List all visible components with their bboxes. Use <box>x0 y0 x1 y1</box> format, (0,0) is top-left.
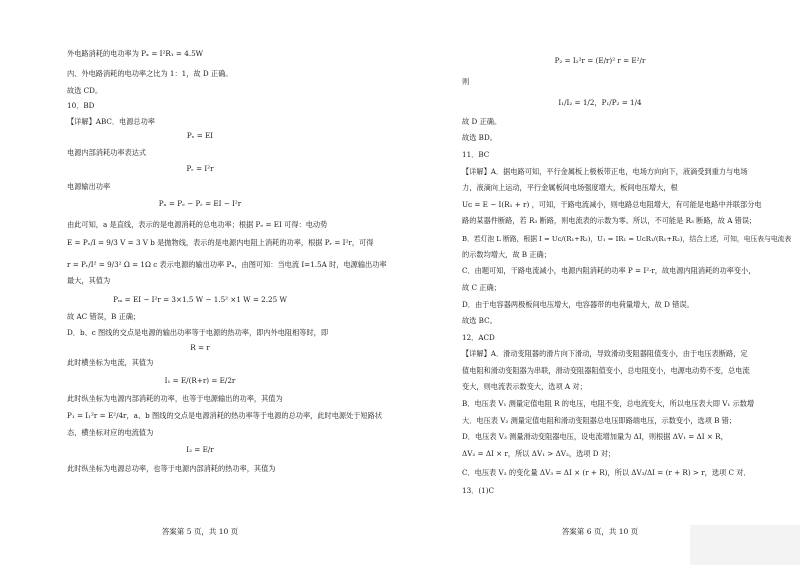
text-line: 电源输出功率 <box>67 182 111 191</box>
equation: Pₑ = EI <box>186 131 214 140</box>
equation: I₂ = E/r <box>186 445 214 454</box>
text-line: 故选 BD。 <box>462 133 497 142</box>
text-line: B．电压表 V₁ 测量定值电阻 R 的电压，电阻不变，总电流变大，所以电压表大即 V₁ 示数增 <box>462 399 755 408</box>
right-page <box>400 0 800 565</box>
text-line: 则 <box>462 77 470 86</box>
text-line: 此时纵坐标为电源内部消耗的功率，也等于电源输出的功率，其值为 <box>67 394 283 403</box>
text-line: D．b、c 图线的交点是电源的输出功率等于电源的热功率，即内外电阻相等时，即 <box>67 328 329 337</box>
text-line: C．电压表 V₃ 的变化量 ΔV₃ = ΔI × (r + R)，所以 ΔV₃/ΔI = (r + R) > r，选项 C 对． <box>462 468 751 477</box>
question-number: 10．BD <box>67 101 95 110</box>
text-line: D．由于电容器两极板间电压增大，电容器带的电荷量增大，故 D 错误。 <box>462 300 694 309</box>
text-line: B．若灯泡 L 断路，根据 I = Uᴄ/(R₁+R₂)，U₁ = IR₁ = UᴄR₁/(R₁+R₂)，结合上述，可知，电压表与电流表 <box>462 235 792 243</box>
text-line: 大．电压表 V₂ 测量定值电阻和滑动变阻器总电压即路端电压，示数变小，选项 B 错； <box>462 416 737 425</box>
text-line: 由此可知，a 是直线，表示的是电源消耗的总电功率；根据 Pₑ = EI 可得：电动势 <box>67 220 328 229</box>
text-line: 路的某器件断路，若 R₃ 断路，则电流表的示数为零。所以，不可能是 R₃ 断路，故 A 错误； <box>462 216 757 225</box>
equation: I₁/I₂ = 1/2，P₁/P₂ = 1/4 <box>558 98 642 107</box>
text-line: 故选 BC。 <box>462 316 497 325</box>
text-line: 力，液滴向上运动，平行金属板间电场强度增大，板间电压增大，根 <box>462 183 678 192</box>
text-line: 【详解】A．滑动变阻器的滑片向下滑动，导致滑动变阻器阻值变小，由于电压表断路，定 <box>462 349 748 358</box>
text-line: 态，横坐标对应的电流值为 <box>67 428 154 437</box>
text-line: 此时纵坐标为电源总功率，也等于电源内部消耗的热功率，其值为 <box>67 464 276 473</box>
text-line: P₁ = I₁²r = E²/4r，a、b 图线的交点是电源消耗的热功率等于电源的总功率，此时电源处于短路状 <box>67 411 383 420</box>
question-number: 13．(1)C <box>462 486 495 495</box>
page-footer: 答案第 6 页，共 10 页 <box>561 527 639 536</box>
text-line: 【详解】ABC．电源总功率 <box>67 117 155 126</box>
question-number: 11．BC <box>462 150 490 159</box>
text-line: 最大，其值为 <box>67 276 111 285</box>
text-line: C．由题可知，干路电流减小，电源内阻消耗的功率 P = I²·r，故电源内阻消耗的功率变小， <box>462 266 756 275</box>
scan-shadow <box>690 525 800 565</box>
equation: Pₓ = Pₑ − Pᵣ = EI − I²r <box>158 199 242 208</box>
text-line: Uᴄ = E − I(R₁ + r) ，可知，干路电流减小，则电路总电阻增大，有可能是电路中并联部分电 <box>462 200 762 209</box>
equation: Pᵣ = I²r <box>186 164 214 173</box>
equation: Pₘ = EI − I²r = 3×1.5 W − 1.5² ×1 W = 2.25 W <box>113 295 287 304</box>
text-line: 【详解】A．据电路可知，平行金属板上极板带正电，电场方向向下，液滴受到重力与电场 <box>462 167 748 176</box>
text-line: 故 D 正确。 <box>462 117 502 126</box>
question-number: 12．ACD <box>462 333 495 342</box>
text-line: 的示数均增大，故 B 正确； <box>462 250 551 259</box>
text-line: 故 C 正确； <box>462 283 501 292</box>
text-line: 外电路消耗的电功率为 Pₓ = I²R₁ = 4.5W <box>67 49 204 58</box>
text-line: 值电阻和滑动变阻器为串联，滑动变阻器阻值变小，总电阻变小，电源电动势不变，总电流 <box>462 366 750 375</box>
text-line: 故选 CD。 <box>67 86 103 95</box>
page-footer: 答案第 5 页，共 10 页 <box>161 527 239 536</box>
text-line: D．电压表 V₃ 测量滑动变阻器电压，设电流增加量为 ΔI，则根据 ΔV₁ = ΔI × R， <box>462 432 728 441</box>
text-line: ΔV₂ = ΔI × r，所以 ΔV₁ > ΔV₂，选项 D 对； <box>462 449 616 458</box>
equation: P₂ = I₂²r = (E/r)² r = E²/r <box>554 56 646 65</box>
text-line: E = Pₑ/I = 9/3 V = 3 V b 是抛物线，表示的是电源内电阻上消耗的功率，根据 Pᵣ = I²r，可得 <box>67 238 374 247</box>
text-line: r = Pᵣ/I² = 9/3² Ω = 1Ω c 表示电源的输出功率 Pₓ，由图可知：当电流 I=1.5A 时，电源输出功率 <box>67 260 387 269</box>
text-line: 故 AC 错误，B 正确； <box>67 312 141 321</box>
text-line: 内、外电路消耗的电功率之比为 1：1，故 D 正确。 <box>67 69 233 78</box>
text-line: 此时横坐标为电流，其值为 <box>67 358 154 367</box>
equation: R = r <box>190 343 210 352</box>
text-line: 电源内部消耗功率表达式 <box>67 148 147 157</box>
equation: I₁ = E/(R+r) = E/2r <box>164 376 236 385</box>
text-line: 变大，则电流表示数变大，选项 A 对； <box>462 382 587 391</box>
